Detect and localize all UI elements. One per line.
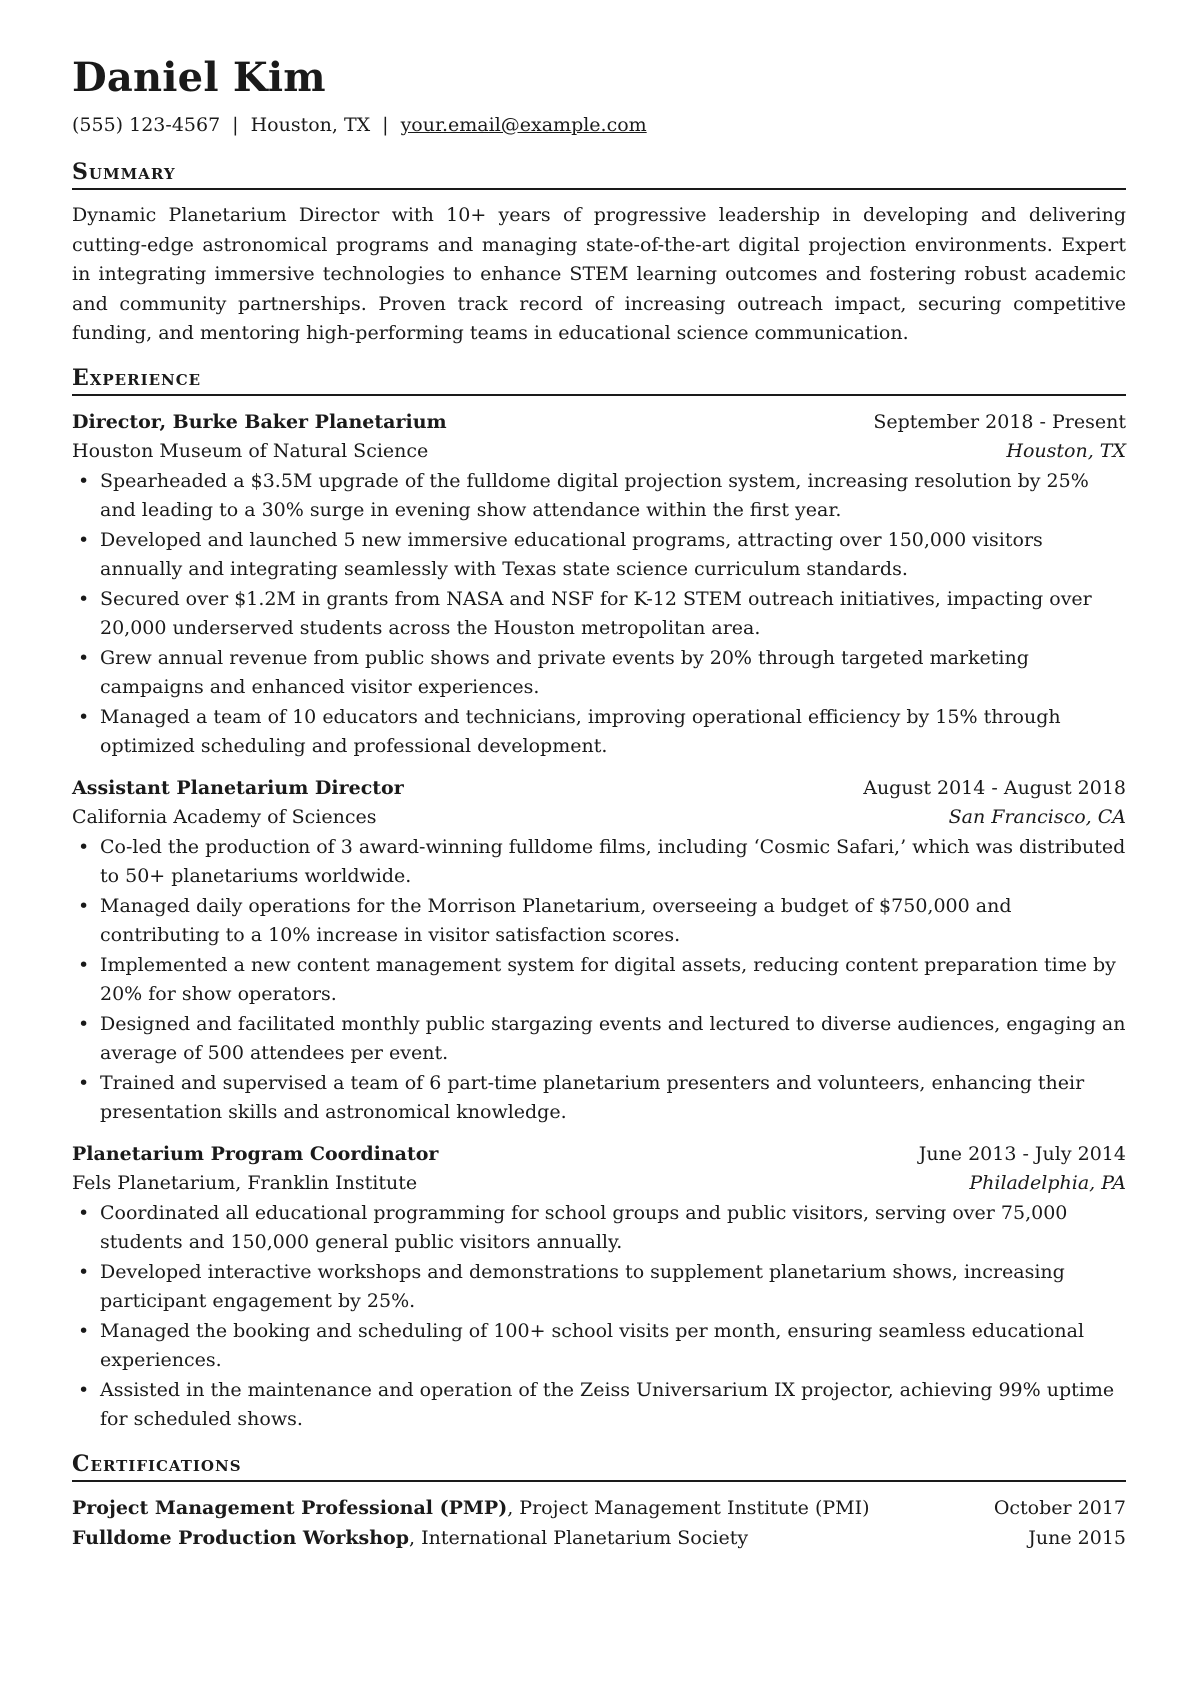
bullet-item: • Managed a team of 10 educators and technicians, improving operational efficiency by 15% through optimized scheduling and professional development. — [72, 703, 1126, 762]
bullet-item: • Managed daily operations for the Morrison Planetarium, overseeing a budget of $750,000 and contributing to a 10% increase in visitor satisfaction scores. — [72, 892, 1126, 951]
contact-line — [72, 116, 1126, 135]
certifications-section — [72, 1450, 1126, 1553]
bullet-item: • Coordinated all educational programming for school groups and public visitors, serving over 75,000 students and 150,000 general public visitors annually. — [72, 1199, 1126, 1258]
certification-issuer: , Project Management Institute (PMI) — [507, 1496, 870, 1519]
job-dates: August 2014 - August 2018 — [863, 776, 1126, 799]
certification-name: Fulldome Production Workshop — [72, 1526, 410, 1549]
job-title: Assistant Planetarium Director — [72, 776, 404, 799]
bullet-item: • Developed interactive workshops and demonstrations to supplement planetarium shows, increasing participant engagement by 25%. — [72, 1258, 1126, 1317]
bullet-item: • Trained and supervised a team of 6 part-time planetarium presenters and volunteers, enhancing their presentation skills and astronomical knowledge. — [72, 1069, 1126, 1128]
job-title: Director, Burke Baker Planetarium — [72, 410, 447, 433]
certifications-list — [72, 1493, 1126, 1553]
job-dates: September 2018 - Present — [873, 410, 1126, 433]
job-entry — [72, 1140, 1126, 1435]
resume-page — [72, 54, 1126, 1553]
job-entry — [72, 408, 1126, 762]
job-bullets — [72, 467, 1126, 762]
certification-name: Project Management Professional (PMP) — [72, 1496, 508, 1519]
job-bullets — [72, 1199, 1126, 1435]
certification-item — [72, 1523, 1126, 1553]
job-title: Planetarium Program Coordinator — [72, 1142, 439, 1165]
bullet-item: • Spearheaded a $3.5M upgrade of the fulldome digital projection system, increasing resolution by 25% and leading to a 30% surge in evening show attendance within the first year. — [72, 467, 1126, 526]
bullet-item: • Grew annual revenue from public shows and private events by 20% through targeted marketing campaigns and enhanced visitor experiences. — [72, 644, 1126, 703]
job-entry — [72, 774, 1126, 1128]
experience-section — [72, 364, 1126, 1435]
summary-text: Dynamic Planetarium Director with 10+ years of progressive leadership in developing and delivering cutting-edge astronomical programs and managing state-of-the-art digital projection environments. Expert in integrating immersive technologies to enhance STEM learning outcomes and fostering robust academic and community partnerships. Proven track record of increasing outreach impact, securing competitive funding, and mentoring high-performing teams in educational science communication. — [72, 204, 1126, 344]
contact-separator: | — [232, 114, 239, 136]
bullet-item: • Co-led the production of 3 award-winning fulldome films, including ‘Cosmic Safari,’ which was distributed to 50+ planetariums worldwide. — [72, 833, 1126, 892]
email-link[interactable]: your.email@example.com — [400, 114, 647, 136]
job-dates: June 2013 - July 2014 — [918, 1142, 1126, 1165]
phone-number: (555) 123-4567 — [72, 114, 221, 136]
job-organization: California Academy of Sciences — [72, 806, 377, 828]
job-location: Houston, TX — [1006, 440, 1126, 462]
section-title-certifications: Certifications — [72, 1453, 1126, 1482]
section-title-summary: Summary — [72, 161, 1126, 190]
summary-section — [72, 161, 1126, 349]
job-organization: Houston Museum of Natural Science — [72, 440, 429, 462]
job-location: Philadelphia, PA — [969, 1172, 1126, 1194]
certification-item — [72, 1493, 1126, 1523]
job-organization: Fels Planetarium, Franklin Institute — [72, 1172, 418, 1194]
bullet-item: • Developed and launched 5 new immersive educational programs, attracting over 150,000 visitors annually and integrating seamlessly with Texas state science curriculum standards. — [72, 526, 1126, 585]
bullet-item: • Assisted in the maintenance and operation of the Zeiss Universarium IX projector, achieving 99% uptime for scheduled shows. — [72, 1376, 1126, 1435]
bullet-item: • Implemented a new content management system for digital assets, reducing content preparation time by 20% for show operators. — [72, 951, 1126, 1010]
bullet-item: • Managed the booking and scheduling of 100+ school visits per month, ensuring seamless educational experiences. — [72, 1317, 1126, 1376]
bullet-item: • Secured over $1.2M in grants from NASA and NSF for K-12 STEM outreach initiatives, impacting over 20,000 underserved students across the Houston metropolitan area. — [72, 585, 1126, 644]
certification-date: October 2017 — [993, 1496, 1126, 1519]
contact-separator: | — [382, 114, 389, 136]
section-title-experience: Experience — [72, 367, 1126, 396]
certification-date: June 2015 — [1028, 1526, 1126, 1549]
contact-location: Houston, TX — [250, 114, 371, 136]
job-location: San Francisco, CA — [948, 806, 1126, 828]
bullet-item: • Designed and facilitated monthly public stargazing events and lectured to diverse audiences, engaging an average of 500 attendees per event. — [72, 1010, 1126, 1069]
job-bullets — [72, 833, 1126, 1128]
certification-issuer: , International Planetarium Society — [409, 1526, 749, 1549]
candidate-name: Daniel Kim — [72, 54, 326, 101]
